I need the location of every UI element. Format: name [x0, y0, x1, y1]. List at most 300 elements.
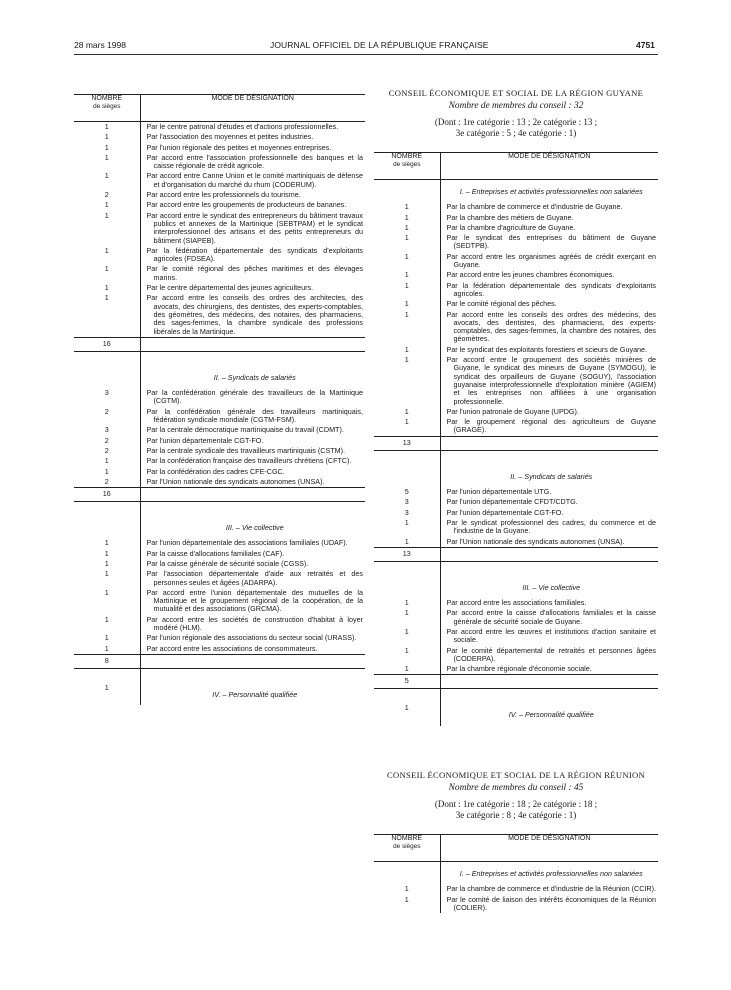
table-row: [74, 122, 365, 133]
table-row: [374, 233, 658, 252]
designation-text-block: Par la chambre de commerce et d'industrie de la Réunion (CCIR).: [446, 884, 657, 894]
table-row: [374, 646, 658, 665]
table-row: [374, 310, 658, 345]
seat-count: 5: [374, 675, 440, 689]
designation-text-block: Par accord entre les associations familiales.: [446, 598, 587, 608]
table-row: [74, 644, 365, 655]
spacer-row: [374, 561, 658, 576]
table-row: [74, 283, 365, 293]
section-title: IV. – Personnalité qualifiée: [508, 710, 594, 720]
seat-count: 1: [374, 310, 440, 345]
section-title: [140, 337, 365, 351]
designation-text: [140, 549, 365, 559]
table-row: [374, 487, 658, 497]
designation-text: [440, 646, 658, 665]
designation-text: [140, 467, 365, 477]
spacer-cell: [440, 450, 658, 465]
section-title: [440, 675, 658, 689]
subtotal-row: [374, 436, 658, 450]
table-row: [74, 143, 365, 153]
designation-text-block: Par l'union patronale de Guyane (UPDG).: [446, 406, 579, 416]
section-title: I. – Entreprises et activités professionnelles non salariées: [459, 869, 643, 878]
table-row: [74, 211, 365, 246]
subtotal-row: [74, 337, 365, 351]
designation-text: [440, 281, 658, 300]
seat-count: 2: [74, 477, 140, 488]
designation-text: [440, 884, 658, 894]
seat-count: 1: [374, 646, 440, 665]
table-row: [374, 213, 658, 223]
designation-text: [140, 436, 365, 446]
seat-count: 13: [374, 547, 440, 561]
seat-count: 1: [374, 884, 440, 894]
designation-text: [440, 213, 658, 223]
seat-count: 5: [374, 487, 440, 497]
table-row: [74, 538, 365, 548]
header-journal-title: JOURNAL OFFICIEL DE LA RÉPUBLIQUE FRANÇAISE: [270, 40, 489, 50]
reunion-members-count: Nombre de membres du conseil : 45: [448, 783, 584, 793]
reunion-categories: (Dont : 1re catégorie : 18 ; 2e catégorie : 18 ; 3e catégorie : 8 ; 4e catégorie : 1): [434, 799, 598, 820]
count-header-line: de sièges: [393, 161, 421, 168]
seat-count: 2: [74, 190, 140, 200]
header-rule: [74, 54, 658, 55]
designation-text-block: Par le comité départemental de retraités et personnes âgées (CODERPA).: [446, 645, 656, 663]
designation-text: [440, 598, 658, 608]
designation-text-block: Par accord entre les œuvres et institutions d'action sanitaire et sociale.: [446, 626, 656, 645]
seat-count: 1: [74, 569, 140, 588]
table-row: [74, 264, 365, 283]
designation-text: [440, 627, 658, 646]
spacer-cell: [140, 668, 365, 683]
designation-text-block: Par la confédération des cadres CFE-CGC.: [146, 466, 285, 476]
spacer-row: [74, 668, 365, 683]
martinique-designation-table: [74, 94, 365, 705]
table-row: [74, 171, 365, 190]
seat-count: 3: [74, 388, 140, 407]
count-header-line: de sièges: [93, 103, 121, 110]
designation-text: [140, 425, 365, 435]
section-title: I. – Entreprises et activités professionnelles non salariées: [459, 187, 643, 196]
designation-text-block: Par la chambre des métiers de Guyane.: [446, 212, 574, 222]
designation-text-block: Par accord entre les conseils des ordres des architectes, des avocats, des chirurgiens, des dentistes, des experts-comptables, des géomètres, des médecins, des notaires, des pharmaciens, des sages-femmes, la chambre syndicale des professions libérales de la Martinique.: [146, 293, 363, 336]
table-row: [74, 467, 365, 477]
table-row: [374, 345, 658, 355]
seat-count: 1: [74, 538, 140, 548]
table-row: [74, 588, 365, 615]
subtotal-row: [374, 547, 658, 561]
designation-text: [140, 456, 365, 466]
designation-text-block: Par l'union régionale des associations du secteur social (URASS).: [146, 633, 357, 643]
designation-text: [140, 122, 365, 133]
designation-text: [440, 895, 658, 914]
designation-text: [440, 497, 658, 507]
designation-text: [140, 446, 365, 456]
seat-count: [374, 576, 440, 598]
designation-text-block: Par l'union départementale CGT-FO.: [446, 507, 564, 517]
designation-text-block: Par la chambre régionale d'économie sociale.: [446, 664, 592, 674]
table-row: [74, 477, 365, 488]
section-heading-row: [374, 862, 658, 885]
seat-count: 1: [74, 122, 140, 133]
designation-text: [440, 202, 658, 212]
seat-count: 1: [374, 627, 440, 646]
seat-count: 1: [374, 598, 440, 608]
table-row: [374, 299, 658, 309]
table-row: [74, 190, 365, 200]
section-title: [140, 654, 365, 668]
designation-text: [140, 407, 365, 426]
seat-count: 1: [374, 299, 440, 309]
designation-text-block: Par l'association des moyennes et petites industries.: [146, 132, 314, 142]
designation-text: [140, 559, 365, 569]
spacer-row: [374, 450, 658, 465]
seat-count: 1: [74, 467, 140, 477]
seat-count: [74, 516, 140, 538]
designation-text: [440, 345, 658, 355]
designation-text-block: Par accord entre le groupement des sociétés minières de Guyane, le syndicat des mineurs de Guyane (SYMOGU), le syndicat des orpailleurs de Guyane (SOGUY), l'association guyanaise interprofessionnelle d'exploitation minière (AGIEM) et les entreprises non affiliées à une organisation professionnelle.: [446, 355, 656, 406]
count-column-header: [374, 835, 440, 862]
designation-text-block: Par le centre départemental des jeunes agriculteurs.: [146, 283, 314, 293]
table-row: [74, 633, 365, 643]
designation-text: [440, 355, 658, 407]
count-header-line: NOMBRE: [391, 153, 423, 160]
guyane-categories: (Dont : 1re catégorie : 13 ; 2e catégorie : 13 ; 3e catégorie : 5 ; 4e catégorie : 1): [434, 117, 598, 138]
designation-text-block: Par accord entre les groupements de producteurs de bananes.: [146, 200, 347, 210]
table-row: [374, 664, 658, 675]
seat-count: 1: [74, 211, 140, 246]
table-row: [74, 569, 365, 588]
designation-text-block: Par accord entre les sociétés de construction d'habitat à loyer modéré (HLM).: [146, 614, 363, 633]
seat-count: 1: [374, 270, 440, 280]
designation-column-header: MODE DE DÉSIGNATION: [440, 835, 658, 862]
seat-count: 1: [374, 355, 440, 407]
seat-count: [374, 465, 440, 487]
seat-count: 1: [74, 633, 140, 643]
designation-text: [140, 388, 365, 407]
designation-text: [140, 477, 365, 488]
spacer-cell: [440, 561, 658, 576]
section-heading-row: [74, 516, 365, 538]
seat-count: 1: [74, 293, 140, 337]
section-title: [440, 436, 658, 450]
designation-text: [440, 487, 658, 497]
table-row: [374, 627, 658, 646]
subtotal-row: [374, 675, 658, 689]
designation-text: [140, 538, 365, 548]
table-row: [74, 293, 365, 337]
seat-count: 1: [74, 588, 140, 615]
designation-text-block: Par la fédération départementale des syndicats d'exploitants agricoles.: [446, 280, 656, 298]
seat-count: 2: [74, 407, 140, 426]
seat-count: 1: [374, 518, 440, 537]
table-row: [74, 456, 365, 466]
seat-count: 1: [74, 143, 140, 153]
table-row: [374, 355, 658, 407]
seat-count: 8: [74, 654, 140, 668]
seat-count: [374, 862, 440, 885]
designation-text: [140, 569, 365, 588]
guyane-council-heading: [374, 88, 658, 138]
designation-text-block: Par l'union départementale des associations familiales (UDAF).: [146, 538, 348, 548]
designation-text-block: Par l'union départementale CFDT/CDTG.: [446, 497, 578, 507]
table-row: [374, 417, 658, 436]
seat-count: 1: [74, 615, 140, 634]
designation-text-block: Par la centrale syndicale des travailleurs martiniquais (CSTM).: [146, 445, 346, 455]
reunion-council-heading: [374, 770, 658, 820]
designation-text: [140, 246, 365, 265]
seat-count: 1: [374, 213, 440, 223]
reunion-table-body: [374, 862, 658, 914]
designation-text-block: Par le syndicat des exploitants forestiers et scieurs de Guyane.: [446, 344, 648, 354]
table-row: [74, 436, 365, 446]
designation-text: [140, 171, 365, 190]
designation-text-block: Par l'association départementale d'aide aux retraités et des personnes seules et âgées (ADARPA).: [146, 569, 363, 587]
table-row: [374, 518, 658, 537]
guyane-table-body: [374, 180, 658, 726]
section-heading-row: [374, 703, 658, 725]
seat-count: 1: [74, 283, 140, 293]
spacer-cell: [74, 502, 140, 517]
table-row: [374, 497, 658, 507]
table-row: [374, 884, 658, 894]
designation-text-block: Par accord entre la caisse d'allocations familiales et la caisse générale de sécurité sociale de Guyane.: [446, 608, 656, 626]
spacer-cell: [140, 351, 365, 366]
section-title: [440, 547, 658, 561]
table-row: [74, 559, 365, 569]
seat-count: 1: [374, 608, 440, 627]
guyane-members-count: Nombre de membres du conseil : 32: [448, 101, 584, 111]
designation-text: [440, 664, 658, 675]
seat-count: 1: [74, 171, 140, 190]
seat-count: 1: [74, 549, 140, 559]
seat-count: 16: [74, 488, 140, 502]
designation-text: [140, 293, 365, 337]
designation-text-block: Par la caisse générale de sécurité sociale (CGSS).: [146, 558, 309, 568]
section-heading-row: [374, 465, 658, 487]
designation-text-block: Par la chambre de commerce et d'industrie de Guyane.: [446, 202, 623, 212]
designation-text: [140, 211, 365, 246]
designation-text: [440, 537, 658, 548]
count-header-line: NOMBRE: [91, 95, 123, 102]
seat-count: 1: [374, 417, 440, 436]
designation-text: [440, 417, 658, 436]
spacer-cell: [74, 668, 140, 683]
designation-text-block: Par la fédération départementale des syndicats d'exploitants agricoles (FDSEA).: [146, 245, 363, 264]
guyane-designation-table: [374, 152, 658, 726]
section-title: [140, 488, 365, 502]
seat-count: 1: [374, 252, 440, 271]
count-header-line: NOMBRE: [391, 835, 423, 842]
table-row: [374, 598, 658, 608]
section-heading-row: [374, 180, 658, 203]
designation-text-block: Par accord entre l'union départementale des mutuelles de la Martinique et le groupement régional de la coopération, de la mutualité et des associations (GRCMA).: [146, 587, 363, 614]
seat-count: 1: [374, 703, 440, 725]
spacer-row: [74, 502, 365, 517]
table-row: [74, 615, 365, 634]
designation-text: [140, 264, 365, 283]
designation-text-block: Par l'union départementale CGT-FO.: [146, 435, 264, 445]
designation-text: [440, 518, 658, 537]
seat-count: 1: [374, 895, 440, 914]
designation-text-block: Par la confédération française des travailleurs chrétiens (CFTC).: [146, 456, 352, 466]
designation-text-block: Par accord entre l'association professionnelle des banques et la caisse régionale de crédit agricole.: [146, 152, 363, 171]
section-heading-row: [374, 576, 658, 598]
designation-text-block: Par le groupement régional des agriculteurs de Guyane (GRAGE).: [446, 417, 656, 435]
seat-count: [74, 366, 140, 388]
table-row: [74, 200, 365, 210]
designation-text: [440, 270, 658, 280]
seat-count: [374, 180, 440, 203]
seat-count: 1: [374, 664, 440, 675]
subtotal-row: [74, 654, 365, 668]
designation-text: [440, 608, 658, 627]
seat-count: 1: [74, 264, 140, 283]
seat-count: 16: [74, 337, 140, 351]
seat-count: 1: [74, 153, 140, 172]
seat-count: 1: [374, 202, 440, 212]
count-column-header: [374, 153, 440, 180]
designation-text-block: Par accord entre le syndicat des entrepreneurs du bâtiment travaux publics et annexes de la Martinique (SEBTPAM) et le syndicat interprofessionnel des artisans et des petits entrepreneurs du bâtiment (SIAPEB).: [146, 210, 363, 245]
designation-text-block: Par le comité régional des pêches.: [446, 299, 557, 309]
header-page-number: 4751: [636, 40, 655, 50]
designation-text: [440, 508, 658, 518]
seat-count: 2: [74, 446, 140, 456]
spacer-cell: [374, 689, 440, 704]
table-row: [374, 608, 658, 627]
spacer-cell: [140, 502, 365, 517]
designation-text-block: Par accord entre les conseils des ordres des médecins, des avocats, des dentistes, des pharmaciens, des experts-comptables, des sages-femmes, la chambre des notaires, des géomètres.: [446, 309, 656, 344]
designation-text-block: Par la chambre d'agriculture de Guyane.: [446, 222, 576, 232]
spacer-cell: [440, 689, 658, 704]
designation-text: [140, 644, 365, 655]
seat-count: 1: [74, 559, 140, 569]
designation-text-block: Par le syndicat professionnel des cadres, du commerce et de l'industrie de la Guyane.: [446, 517, 656, 536]
table-row: [374, 270, 658, 280]
table-row: [374, 407, 658, 417]
seat-count: 1: [74, 456, 140, 466]
seat-count: 1: [374, 233, 440, 252]
table-row: [74, 407, 365, 426]
designation-text: [140, 588, 365, 615]
guyane-council-title: CONSEIL ÉCONOMIQUE ET SOCIAL DE LA RÉGION GUYANE: [388, 88, 644, 98]
designation-text-block: Par le centre patronal d'études et d'actions professionnelles.: [146, 122, 339, 131]
seat-count: 1: [374, 223, 440, 233]
seat-count: 1: [74, 644, 140, 655]
designation-text: [140, 132, 365, 142]
seat-count: 1: [374, 537, 440, 548]
section-heading-row: [74, 366, 365, 388]
section-title: III. – Vie collective: [225, 523, 284, 533]
designation-text: [140, 200, 365, 210]
table-row: [374, 281, 658, 300]
count-header-line: de sièges: [393, 843, 421, 850]
designation-text-block: Par accord entre les associations de consommateurs.: [146, 643, 318, 653]
designation-text-block: Par accord entre Canne Union et le comité martiniquais de défense et d'organisation du marché du rhum (CODERUM).: [146, 171, 363, 189]
designation-text: [440, 407, 658, 417]
section-title: IV. – Personnalité qualifiée: [212, 689, 298, 699]
table-row: [74, 132, 365, 142]
designation-text: [140, 615, 365, 634]
seat-count: 1: [374, 345, 440, 355]
designation-text: [140, 153, 365, 172]
designation-text-block: Par l'Union nationale des syndicats autonomes (UNSA).: [446, 536, 625, 546]
spacer-cell: [74, 351, 140, 366]
designation-text: [440, 299, 658, 309]
seat-count: 1: [374, 281, 440, 300]
designation-text-block: Par l'union régionale des petites et moyennes entreprises.: [146, 142, 332, 152]
designation-text: [140, 633, 365, 643]
section-title: II. – Syndicats de salariés: [510, 471, 593, 481]
spacer-row: [74, 351, 365, 366]
designation-text-block: Par la centrale démocratique martiniquaise du travail (CDMT).: [146, 425, 344, 435]
designation-text-block: Par accord entre les organismes agréés de crédit exerçant en Guyane.: [446, 251, 656, 270]
designation-text: [140, 190, 365, 200]
spacer-row: [374, 689, 658, 704]
seat-count: 2: [74, 436, 140, 446]
designation-text: [140, 283, 365, 293]
designation-text: [440, 223, 658, 233]
reunion-council-title: CONSEIL ÉCONOMIQUE ET SOCIAL DE LA RÉGION RÉUNION: [386, 770, 646, 780]
designation-text-block: Par la confédération générale des travailleurs de la Martinique (CGTM).: [146, 388, 363, 406]
designation-text-block: Par le comité de liaison des intérêts économiques de la Réunion (COLIER).: [446, 894, 656, 912]
table-row: [374, 895, 658, 914]
designation-text-block: Par le comité régional des pêches maritimes et des élevages marins.: [146, 264, 363, 282]
designation-text-block: Par accord entre les jeunes chambres économiques.: [446, 270, 615, 280]
table-row: [74, 388, 365, 407]
table-row: [374, 202, 658, 212]
table-row: [374, 508, 658, 518]
designation-text: [440, 310, 658, 345]
designation-text-block: Par le syndicat des entreprises du bâtiment de Guyane (SEDTPB).: [446, 233, 656, 251]
table-row: [74, 549, 365, 559]
reunion-designation-table: [374, 834, 658, 913]
seat-count: 3: [374, 508, 440, 518]
designation-text-block: Par l'union départementale UTG.: [446, 487, 552, 497]
table-row: [374, 537, 658, 548]
martinique-table-body: [74, 122, 365, 706]
table-row: [374, 252, 658, 271]
seat-count: 1: [74, 683, 140, 705]
section-title: III. – Vie collective: [522, 582, 581, 592]
spacer-cell: [374, 561, 440, 576]
table-row: [74, 153, 365, 172]
table-row: [374, 223, 658, 233]
header-date: 28 mars 1998: [74, 40, 126, 50]
table-row: [74, 425, 365, 435]
seat-count: 1: [74, 246, 140, 265]
designation-column-header: MODE DE DÉSIGNATION: [140, 95, 365, 122]
spacer-cell: [374, 450, 440, 465]
designation-text: [440, 252, 658, 271]
designation-text-block: Par l'Union nationale des syndicats autonomes (UNSA).: [146, 476, 325, 486]
designation-column-header: MODE DE DÉSIGNATION: [440, 153, 658, 180]
designation-text-block: Par la caisse d'allocations familiales (CAF).: [146, 548, 285, 558]
seat-count: 13: [374, 436, 440, 450]
seat-count: 3: [74, 425, 140, 435]
subtotal-row: [74, 488, 365, 502]
seat-count: 1: [374, 407, 440, 417]
table-row: [74, 246, 365, 265]
seat-count: 3: [374, 497, 440, 507]
section-heading-row: [74, 683, 365, 705]
seat-count: 1: [74, 200, 140, 210]
table-row: [74, 446, 365, 456]
section-title: II. – Syndicats de salariés: [213, 372, 296, 382]
designation-text-block: Par la confédération générale des travailleurs martiniquais, fédération syndicale mondiale (CGTM-FSM).: [146, 406, 363, 425]
designation-text: [440, 233, 658, 252]
seat-count: 1: [74, 132, 140, 142]
designation-text-block: Par accord entre les professionnels du tourisme.: [146, 190, 301, 200]
